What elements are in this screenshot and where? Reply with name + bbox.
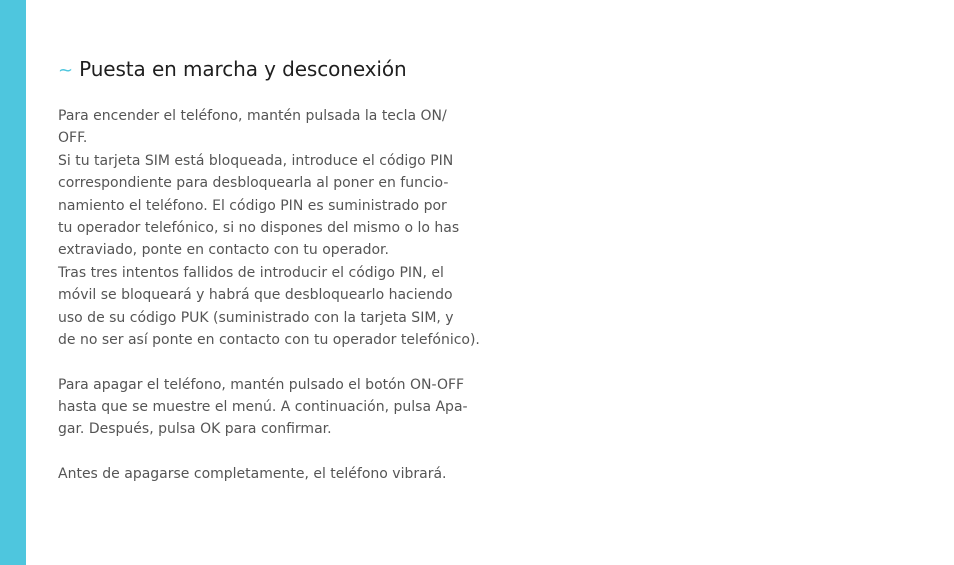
paragraph-gap — [58, 351, 490, 373]
paragraph-vibration — [58, 463, 490, 485]
text-line: Antes de apagarse completamente, el teléfono vibrará. — [58, 466, 447, 483]
section-heading — [58, 57, 407, 85]
body-text — [58, 105, 490, 486]
text-line: Tras tres intentos fallidos de introducir el código PIN, el — [58, 264, 444, 281]
paragraph-power-on — [58, 105, 490, 351]
text-line: uso de su código PUK (suministrado con la tarjeta SIM, y — [58, 309, 454, 326]
accent-side-bar — [0, 0, 26, 565]
text-line: gar. Después, pulsa OK para confirmar. — [58, 421, 332, 438]
text-line: hasta que se muestre el menú. A continuación, pulsa Apa- — [58, 399, 468, 416]
text-line: OFF. — [58, 130, 88, 147]
text-line: móvil se bloqueará y habrá que desbloquearlo haciendo — [58, 287, 453, 304]
paragraph-gap — [58, 441, 490, 463]
text-line: correspondiente para desbloquearla al poner en funcio- — [58, 175, 449, 192]
text-line: Para encender el teléfono, mantén pulsada la tecla ON/ — [58, 108, 447, 124]
paragraph-power-off — [58, 374, 490, 441]
text-line: Si tu tarjeta SIM está bloqueada, introduce el código PIN — [58, 152, 454, 169]
text-line: extraviado, ponte en contacto con tu operador. — [58, 242, 389, 259]
section-title: Puesta en marcha y desconexión — [79, 57, 407, 81]
text-line: tu operador telefónico, si no dispones del mismo o lo has — [58, 219, 460, 236]
tilde-marker: ~ — [58, 60, 74, 81]
text-line: de no ser así ponte en contacto con tu operador telefónico). — [58, 331, 480, 348]
text-line: Para apagar el teléfono, mantén pulsado el botón ON-OFF — [58, 376, 465, 393]
text-line: namiento el teléfono. El código PIN es suministrado por — [58, 197, 447, 214]
